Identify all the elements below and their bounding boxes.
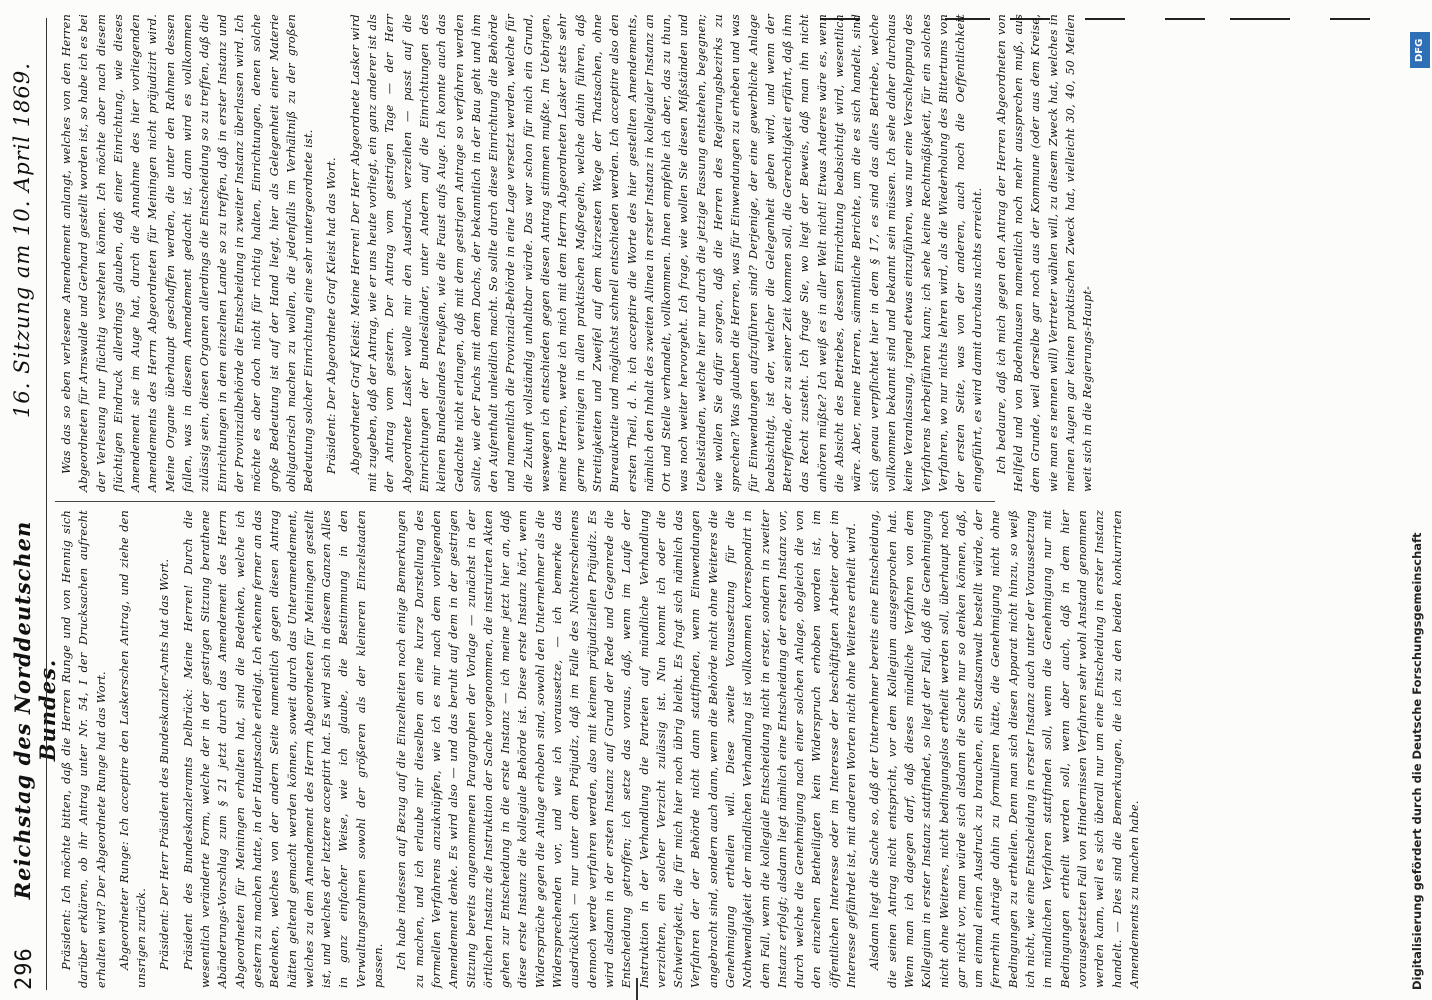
paragraph: Präsident: Der Herr Präsident des Bundeskanzler-Amts hat das Wort. xyxy=(158,558,172,970)
dfg-logo: DFG xyxy=(1410,32,1430,68)
right-text-column xyxy=(58,14,1103,492)
dfg-sidebar xyxy=(1408,0,1432,1000)
paragraph: Präsident des Bundeskanzleramts Delbrück: Meine Herren! Durch die wesentlich veränderte Form, welche der in der gestrigen Sitzung berathene Abänderungs-Vorschlag zum § 21 jetzt durch das Amendement des Herrn Abgeordneten für Meiningen erhalten hat, sind die Bedenken, welche ich gestern zu machen hatte, in der Hauptsache erledigt. Ich erkenne ferner an das Bedenken, welches von der andern Seite namentlich gegen diesen Antrag hätten geltend gemacht werden können, soweit durch das Unteramendement, welches zu dem Amendement des Herrn Abgeordneten für Meiningen gestellt ist, und welches der letztere acceptirt hat. Es wird sich in diesem Ganzen Alles in ganz einfacher Weise, wie ich glaube, die Bestimmung in den Verwaltungsrahmen sowohl der größeren als der kleineren Einzelstaaten passen. xyxy=(181,510,386,988)
page-number: 296 xyxy=(12,947,37,990)
paragraph: Ich bedaure, daß ich mich gegen den Antrag der Herren Abgeordneten von Hellfeld und von Bodenhausen namentlich noch mehr aussprechen muß, aus dem Grunde, weil derselbe gar noch aus der Kommune (oder aus dem Kreise, wie man es nennen will) Vertreter wählen will, zu diesem Zweck hat, welches in meinen Augen gar keinen praktischen Zweck hat, vielleicht 30, 40, 50 Meilen weit sich in die Regierungs-Haupt- xyxy=(994,14,1095,492)
header-left-title: Reichstag des Norddeutschen Bundes. xyxy=(10,520,60,900)
paragraph: Abgeordneter Graf Kleist: Meine Herren! Der Herr Abgeordnete Lasker wird mit zugeben, daß der Antrag, wie er uns heute vorliegt, ein ganz anderer ist als der Antrag vom gestern. Der Antrag vom gestrigen Tage — der Herr Abgeordnete Lasker wolle mir den Ausdruck verzeihen — passt auf die Einrichtungen der Bundesländer, unter Andern auf die Einrichtungen des kleinen Bundeslandes Preußen, wie die Faust aufs Auge. Ich konnte auch das Gedachte nicht erlangen, daß mit dem gestrigen Antrage so verfahren werden sollte, wie der Fuchs mit dem Dachs, der bekanntlich in der Bau geht und ihm den Aufenthalt unleidlich macht. So sollte durch diese Einrichtung die Behörde und namentlich die Provinzial-Behörde in eine Lage versetzt werden, welche für die Zukunft vollständig unhaltbar würde. Das war schon für mich ein Grund, weswegen ich entschieden gegen diesen Antrag stimmen mußte. Im Uebrigen, meine Herren, werde ich mich mit dem Herrn Abgeordneten Lasker stets sehr gerne vereinigen in allen praktischen Maßregeln, welche dahin führen, daß Streitigkeiten und Zweifel auf dem kürzesten Wege der Thatsachen, ohne Bureaukratie und möglichst schnell entschieden werden. Ich acceptire also den ersten Theil, d. h. ich acceptire die Worte des hier gestellten Amendements, nämlich den Inhalt des zweiten Alinea in erster Instanz in kollegialer Instanz an Ort und Stelle verhandelt, vollkommen. Ihnen empfehle ich aber, das zu thun, was noch weiter hervorgeht. Ich frage, wie wollen Sie diesen Mißständen und Uebelständen, welche hier nur durch die jetzige Fassung entstehen, begegnen; wie wollen Sie dafür sorgen, daß die Herren des Regierungsbezirks zu sprechen? Was glauben die Herren, was für Einwendungen zu erheben und was für Einwendungen aufzuführen sind? Derjenige, der eine gewerbliche Anlage beabsichtigt, ist der, welcher die Gelegenheit geben wird, und wenn der Betreffende, der zu seiner Zeit kommen soll, die Gerechtigkeit erfährt, daß ihm das Recht zusteht. Ich frage Sie, wo liegt der Beweis, daß man ihn nicht anhören müßte? Ich weiß es in aller Welt nicht! Etwas Anderes wäre es, wenn die Absicht des Betriebes, dessen Einrichtung beabsichtigt wird, wesentlich wäre. Aber, meine Herren, sämmtliche Berichte, um die es sich handelt, sind sich genau verpflichtet hier in dem § 17, es sind das alles Betriebe, welche vollkommen bekannt sind und bekannt sein müssen. Ich sehe daher durchaus keine Veranlassung, irgend etwas einzuführen, was nur eine Verschleppung des Verfahrens herbeiführen kann; ich sehe keine Rechtmäßigkeit, für ein solches Verfahren, wo nur nichts lehren wird, als die Wiederholung des Bittertums von der ersten Seite, was von der anderen, auch noch die Oeffentlichkeit eingeführt, es wird damit durchaus nichts erreicht. xyxy=(348,14,985,492)
dfg-credit-text: Digitalisierung gefördert durch die Deutsche Forschungsgemeinschaft xyxy=(1410,532,1424,990)
paragraph: Was das so eben verlesene Amendement anlangt, welches von den Herren Abgeordneten für Arnswalde und Gerhard gestellt worden ist, so habe ich es bei der Verlesung nur flüchtig verstehen können. Ich möchte aber nach diesem flüchtigen Eindruck allerdings glauben, daß einer Einrichtung, wie dieses Amendement sie im Auge hat, durch die Annahme des hier vorliegenden Amendements des Herrn Abgeordneten für Meiningen nicht präjudizirt wird. Meine Organe überhaupt geschaffen werden, die unter den Rahmen dessen fallen, was in diesem Amendement gedacht ist, dann wird es vollkommen zulässig sein, diesen Organen allerdings die Entscheidung so zu treffen, daß die Einrichtungen in dem einzelnen Lande so zu treffen, daß in erster Instanz und der Provinzialbehörde die Entscheidung in zweiter Instanz überlassen wird. Ich möchte es aber doch nicht für richtig halten, Einrichtungen, denen solche große Bedeutung ist auf der Hand liegt, hier als Gelegenheit einer Materie obligatorisch machen zu wollen, die jedenfalls im Verhältniß zu der großen Bedeutung solcher Einrichtung eine sehr untergeordnete ist. xyxy=(60,14,316,492)
paragraph: Abgeordneter Runge: Ich acceptire den Laskerschen Antrag, und ziehe den unsrigen zurück. xyxy=(117,510,149,988)
paragraph: Präsident: Der Abgeordnete Graf Kleist hat das Wort. xyxy=(325,157,339,474)
paragraph: Alsdann liegt die Sache so, daß der Unternehmer bereits eine Entscheidung, die seinen Antrag nicht entspricht, vor dem Kollegium ausgesprochen hat. Wenn man ich dagegen darf, daß dieses mündliche Verfahren von dem Kollegium in erster Instanz stattfindet, so liegt der Fall, daß die Genehmigung nicht ohne Weiteres, nicht bedingungslos ertheilt werden soll, überhaupt noch gar nicht vor, man würde sich alsdann die Sache nur so denken können, daß, um einmal einen Ausdruck zu brauchen, ein Staatsanwalt bestellt würde, der fernerhin Anträge dahin zu formuliren hätte, die Genehmigung nicht ohne Bedingungen zu ertheilen. Denn man sich diesen Apparat nicht hinzu, so weiß ich nicht, wie eine Entscheidung in erster Instanz auch unter der Voraussetzung in mündlichen Verfahren stattfinden soll, wenn die Genehmigung nur mit Bedingungen ertheilt werden soll, wenn aber auch, daß in dem hier vorausgesetzten Fall von Hindernissen Verfahren sehr wohl Anstand genommen werden kann, weil es sich überall nur um eine Entscheidung in erster Instanz handelt. — Dies sind die Bemerkungen, die ich zu den beiden konkurrirten Amendements zu machen habe. xyxy=(868,510,1141,988)
left-text-column xyxy=(58,510,1149,988)
paragraph: Ich habe indessen auf Bezug auf die Einzelheiten noch einige Bemerkungen zu machen, und ich erlaube mir dieselben an eine kurze Darstellung des formellen Verfahrens anzuknüpfen, wie ich es mir nach dem vorliegenden Amendement denke. Es wird also — und das beruht auf dem in der gestrigen Sitzung bereits angenommenen Paragraphen der Vorlage — zunächst in der örtlichen Instanz die Instruktion der Sache vorgenommen, die instruirten Akten gehen zur Entscheidung in die erste Instanz — ich meine jetzt hier an, daß diese erste Instanz die kollegiale Behörde ist. Diese erste Instanz hört, wenn Widersprüche gegen die Anlage erhoben sind, sowohl den Unternehmer als die Widersprechenden vor, und wie ich voraussetze, — ich bemerke das ausdrücklich — nur unter dem Präjudiz, daß im Falle des Nichterscheinens dennoch werde verfahren werden, also mit keinem präjudiziellen Präjudiz. Es wird alsdann in der ersten Instanz auf Grund der Rede und Gegenrede die Entscheidung getroffen; ich setze das voraus, daß, wenn im Laufe der Instruktion in der Verhandlung die Parteien auf mündliche Verhandlung verzichten, ein solcher Verzicht zulässig ist. Nun kommt ich oder die Schwierigkeit, die für mich hier noch übrig bleibt. Es fragt sich nämlich das Verfahren der der Behörde nicht dann stattfinden, wenn Einwendungen angebracht sind, sondern auch dann, wenn die Behörde nicht ohne Weiteres die Genehmigung ertheilen will. Diese zweite Voraussetzung für die Nothwendigkeit der mündlichen Verhandlung ist vollkommen korrespondirt in dem Fall, wenn die kollegiale Entscheidung nicht in erster, sondern in zweiter Instanz erfolgt; alsdann liegt nämlich eine Entscheidung der ersten Instanz vor, durch welche die Genehmigung nach einer solchen Anlage, obgleich die von den einzelnen Betheiligten kein Widerspruch erhoben worden ist, im öffentlichen Interesse oder im Interesse der beschäftigten Arbeiter oder im Interesse gefährdet ist, mit anderen Worten nicht ohne Weiteres ertheilt wird. xyxy=(395,510,859,988)
header-right-title: 16. Sitzung am 10. April 1869. xyxy=(10,62,34,418)
paragraph: Präsident: Ich möchte bitten, daß die Herren Runge und von Hennig sich darüber erklären, ob ihr Antrag unter Nr. 54, I der Drucksachen aufrecht erhalten wird? Der Abgeordnete Runge hat das Wort. xyxy=(60,510,108,988)
column-divider xyxy=(55,501,995,502)
header-rule xyxy=(46,18,47,990)
page-header xyxy=(8,15,60,990)
